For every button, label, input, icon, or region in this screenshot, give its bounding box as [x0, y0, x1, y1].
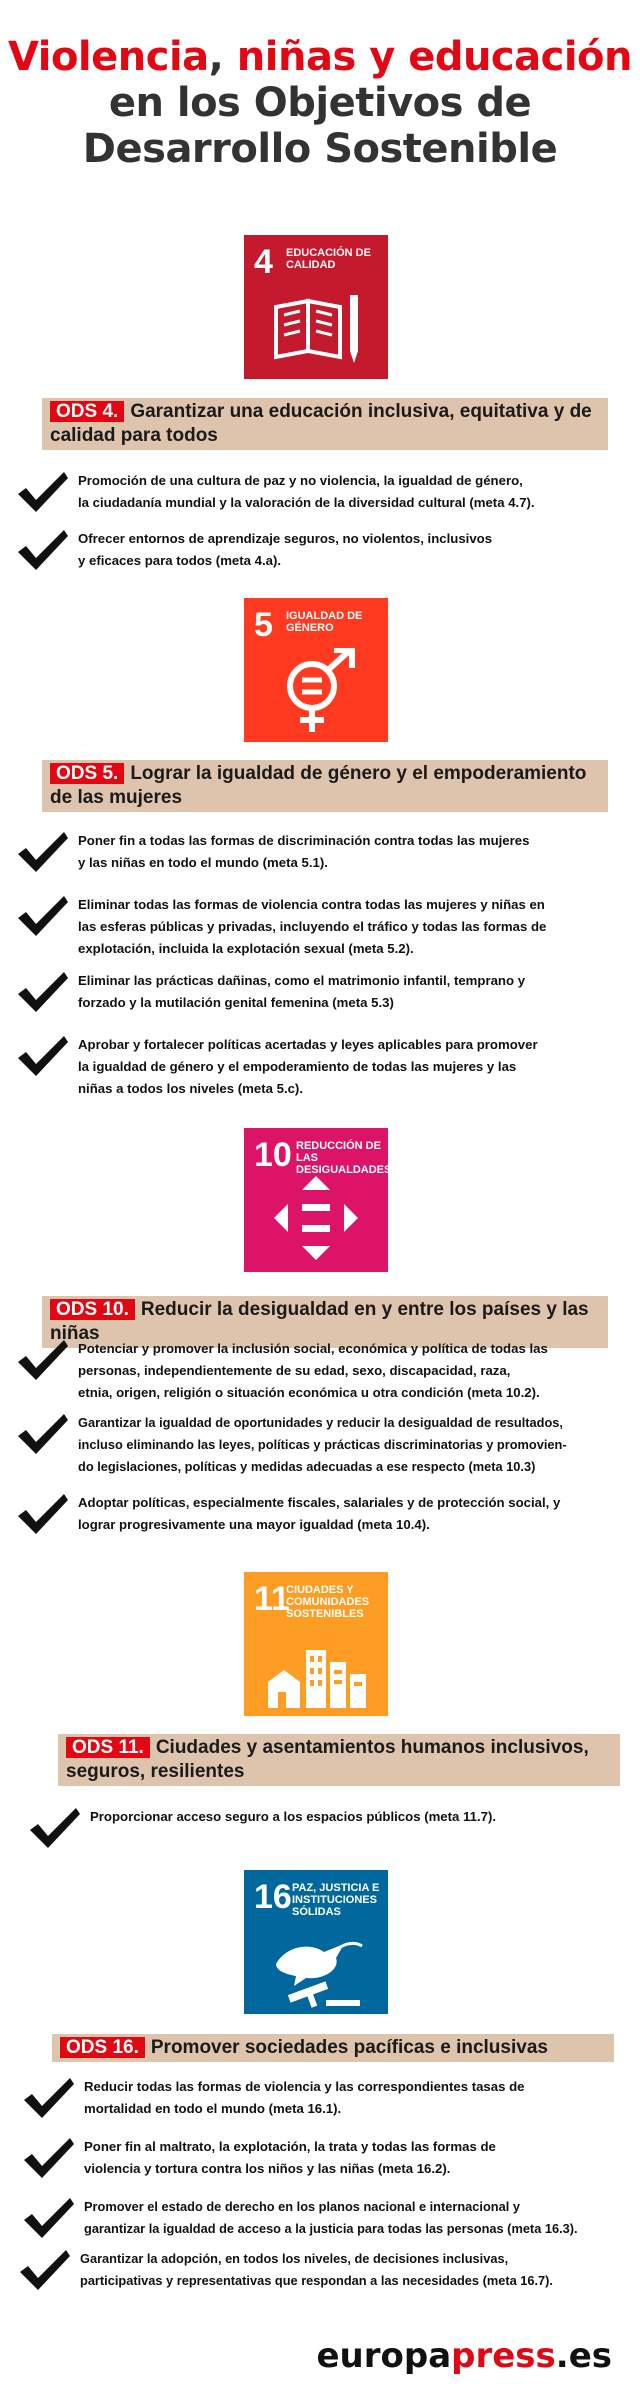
ods-16-header: [52, 2034, 614, 2062]
list-item-text: Poner fin al maltrato, la explotación, la trata y todas las formas de violencia y tortura contra los niños y las niñas (meta 16.2).: [84, 2139, 496, 2176]
title-line-3: Desarrollo Sostenible: [82, 126, 558, 172]
checkmark-icon: [16, 528, 70, 572]
list-item: [16, 470, 535, 514]
checkmark-icon: [16, 1338, 70, 1382]
sustainable-cities-icon: [264, 1642, 368, 1708]
sdg-16-number: 16: [254, 1878, 292, 1916]
list-item: [22, 2076, 525, 2120]
list-item-text: Garantizar la adopción, en todos los niveles, de decisiones inclusivas, participativas y representativas que respondan a las necesidades (meta 16.7).: [80, 2251, 553, 2288]
ods-5-heading: Lograr la igualdad de género y el empoderamiento de las mujeres: [50, 763, 587, 808]
checkmark-icon: [22, 2136, 76, 2180]
list-item-text: Ofrecer entornos de aprendizaje seguros, no violentos, inclusivos y eficaces para todos (meta 4.a).: [78, 531, 493, 568]
title-comma: ,: [208, 34, 224, 80]
list-item: [22, 2136, 496, 2180]
list-item-text: Promover el estado de derecho en los planos nacional e internacional y garantizar la igualdad de acceso a la justicia para todas las personas (meta 16.3).: [84, 2199, 578, 2236]
checkmark-icon: [16, 970, 70, 1014]
list-item: [16, 970, 525, 1014]
list-item-text: Aprobar y fortalecer políticas acertadas y leyes aplicables para promover la igualdad de género y el empoderamiento de todas las mujeres y las niñas a todos los niveles (meta 5.c).: [78, 1037, 538, 1096]
ods-11-heading: Ciudades y asentamientos humanos inclusivos, seguros, resilientes: [66, 1737, 589, 1782]
brand-part-1: europa: [316, 2336, 452, 2376]
title-line-1: [0, 34, 640, 80]
ods-10-heading: Reducir la desigualdad en y entre los países y las niñas: [50, 1299, 589, 1344]
gender-equality-icon: [278, 648, 358, 734]
sdg-11-label: CIUDADES Y COMUNIDADES SOSTENIBLES: [286, 1584, 370, 1620]
list-item: [16, 894, 546, 960]
title-line-2: en los Objetivos de: [108, 80, 532, 126]
ods-5-header: [42, 760, 608, 812]
list-item: [16, 1034, 538, 1100]
list-item: [16, 1412, 567, 1478]
sdg-5-icon: [244, 598, 388, 742]
list-item: [16, 830, 529, 874]
ods-4-tag: ODS 4.: [50, 401, 124, 422]
peace-dove-gavel-icon: [266, 1936, 366, 2008]
sdg-4-icon: [244, 235, 388, 379]
list-item: [28, 1806, 496, 1850]
checkmark-icon: [16, 830, 70, 874]
ods-10-tag: ODS 10.: [50, 1299, 135, 1320]
checkmark-icon: [18, 2248, 72, 2292]
list-item: [16, 1338, 548, 1404]
title-highlight: Violencia: [7, 34, 209, 80]
brand-part-2: press: [451, 2336, 556, 2376]
list-item-text: Proporcionar acceso seguro a los espacios públicos (meta 11.7).: [90, 1809, 497, 1824]
ods-11-header: [58, 1734, 620, 1786]
list-item-text: Promoción de una cultura de paz y no violencia, la igualdad de género, la ciudadanía mundial y la valoración de la diversidad cultural (meta 4.7).: [78, 473, 535, 510]
list-item-text: Garantizar la igualdad de oportunidades y reducir la desigualdad de resultados, incluso eliminando las leyes, políticas y prácticas discriminatorias y promovien- do legislaciones, políticas y medidas adecuadas a ese respecto (meta 10.3): [78, 1415, 567, 1474]
list-item-text: Eliminar las prácticas dañinas, como el matrimonio infantil, temprano y forzado y la mutilación genital femenina (meta 5.3): [78, 973, 526, 1010]
reduced-inequalities-icon: [274, 1176, 358, 1260]
brand-logo: [316, 2336, 612, 2376]
list-item: [18, 2248, 553, 2292]
sdg-10-number: 10: [254, 1136, 292, 1174]
ods-16-heading: Promover sociedades pacíficas e inclusivas: [150, 2037, 548, 2058]
sdg-4-number: 4: [254, 243, 273, 281]
list-item: [16, 528, 492, 572]
ods-5-tag: ODS 5.: [50, 763, 124, 784]
list-item-text: Eliminar todas las formas de violencia contra todas las mujeres y niñas en las esferas públicas y privadas, incluyendo el tráfico y todas las formas de explotación, incluida la explotación sexual (meta 5.2).: [78, 897, 547, 956]
ods-4-heading: Garantizar una educación inclusiva, equitativa y de calidad para todos: [50, 401, 592, 446]
sdg-16-icon: [244, 1870, 388, 2014]
list-item: [16, 1492, 560, 1536]
checkmark-icon: [16, 1034, 70, 1078]
sdg-4-label: EDUCACIÓN DE CALIDAD: [286, 247, 371, 271]
checkmark-icon: [22, 2196, 76, 2240]
title-highlight-2: niñas y educación: [223, 34, 633, 80]
ods-16-tag: ODS 16.: [60, 2037, 145, 2058]
page-title: [0, 34, 640, 172]
list-item-text: Poner fin a todas las formas de discriminación contra todas las mujeres y las niñas en todo el mundo (meta 5.1).: [78, 833, 530, 870]
checkmark-icon: [16, 1492, 70, 1536]
brand-part-3: .es: [555, 2336, 612, 2376]
book-pencil-icon: [272, 289, 362, 369]
list-item-text: Adoptar políticas, especialmente fiscales, salariales y de protección social, y lograr progresivamente una mayor igualdad (meta 10.4).: [78, 1495, 561, 1532]
list-item: [22, 2196, 578, 2240]
sdg-5-label: IGUALDAD DE GÉNERO: [286, 610, 363, 634]
checkmark-icon: [16, 894, 70, 938]
sdg-10-label: REDUCCIÓN DE LAS DESIGUALDADES: [296, 1140, 392, 1176]
sdg-16-label: PAZ, JUSTICIA E INSTITUCIONES SÓLIDAS: [292, 1882, 380, 1918]
sdg-5-number: 5: [254, 606, 273, 644]
list-item-text: Potenciar y promover la inclusión social, económica y política de todas las personas, independientemente de su edad, sexo, discapacidad, raza, etnia, origen, religión o situación económica u otra condición (meta 10.2).: [78, 1341, 548, 1400]
checkmark-icon: [16, 470, 70, 514]
sdg-11-number: 11: [254, 1580, 290, 1618]
checkmark-icon: [22, 2076, 76, 2120]
checkmark-icon: [16, 1412, 70, 1456]
sdg-11-icon: [244, 1572, 388, 1716]
ods-11-tag: ODS 11.: [66, 1737, 150, 1758]
ods-4-header: [42, 398, 608, 450]
list-item-text: Reducir todas las formas de violencia y las correspondientes tasas de mortalidad en todo el mundo (meta 16.1).: [84, 2079, 525, 2116]
checkmark-icon: [28, 1806, 82, 1850]
sdg-10-icon: [244, 1128, 392, 1272]
